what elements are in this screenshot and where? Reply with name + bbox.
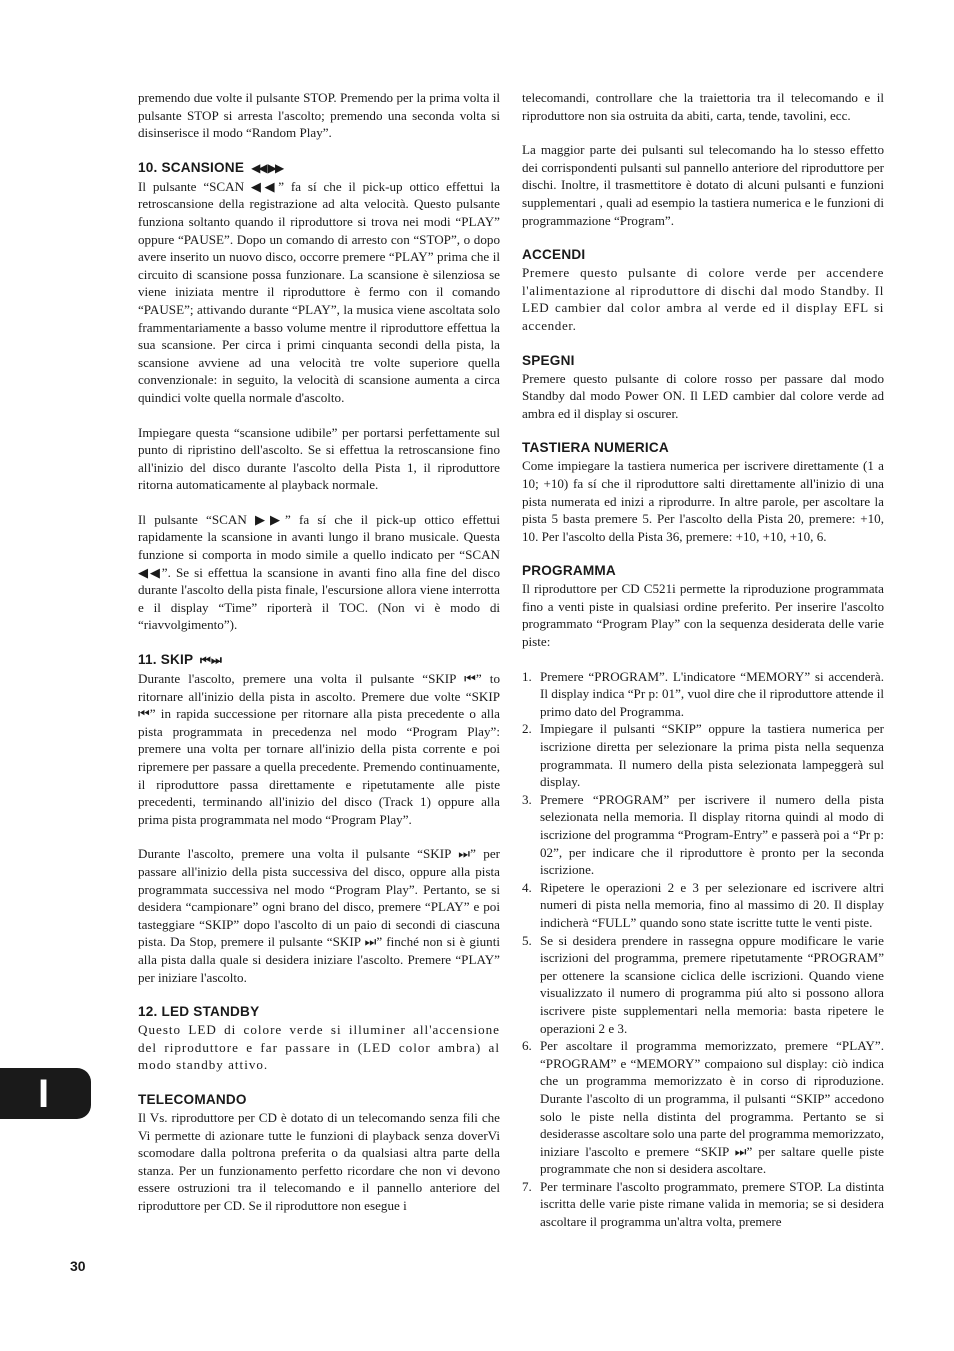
telecomando-continued: telecomandi, controllare che la traiettoria tra il telecomando e il riproduttore non sia ostruita da abiti, carta, tende, tavolini, ecc.: [522, 90, 884, 123]
list-item: 4. Ripetere le operazioni 2 e 3 per selezionare ed iscrivere altri numeri di pista nella memoria, fino al massimo di 20. Il display indicherà “FULL” quando sono state iscritte tutte le venti piste.: [522, 879, 884, 930]
list-item: 7. Per terminare l'ascolto programmato, premere STOP. La distinta iscritta delle varie piste rimane valida in memoria; se si desidera ascoltare il programma un'altra volta, premere: [522, 1178, 884, 1230]
accendi-paragraph: Premere questo pulsante di colore verde per accendere l'alimentazione al riproduttore di dischi dal modo Standby. Il LED cambier dal color ambra al verde ed il display EFL si accender.: [522, 265, 884, 333]
pulsanti-paragraph: La maggior parte dei pulsanti sul telecomando ha lo stesso effetto dei corrispondenti pulsanti sul pannello anteriore del riproduttore per dischi. Inoltre, il trasmettitore è dotato di alcuni pulsanti e funzioni supplementari , quali ad esempio la tastiera numerica e le funzioni di programmazione “Program”.: [522, 142, 884, 228]
section-heading-tastiera: TASTIERA NUMERICA: [522, 440, 669, 456]
scansione-paragraph-3: Il pulsante “SCAN ▶▶” fa sí che il pick-up ottico effettui rapidamente la scansione in avanti lungo il brano musicale. Questa funzione si comporta in modo simile a quello indicato per “SCAN ◀◀”. Se si effettua la scansione in avanti fino alla fine del disco durante l'ascolto della pista finale, l'escursione allora viene interrotta e il display “Time” riporterà il TOC. (Non vi è modo di “riavvolgimento”).: [138, 511, 500, 633]
page-number: 30: [70, 1258, 86, 1274]
list-item: 5. Se si desidera prendere in rassegna oppure modificare le varie iscrizioni del programma, premere ripetutamente “PROGRAM” per ottenere la scansione ciclica delle iscrizioni. Quando viene visualizzato il numero di programma piú alto si possono allora iscrivere piste supplementari nella memoria: basta ripetere le operazioni 2 e 3.: [522, 932, 884, 1036]
section-heading-skip: 11. SKIP ⏮ ⏭: [138, 652, 220, 668]
list-item: 2. Impiegare il pulsanti “SKIP” oppure la tastiera numerica per iscrizione diretta per selezionare la prima pista nella sequenza programmata. Il numero della pista selezionata lampeggerà sul display.: [522, 721, 884, 790]
scansione-paragraph-2: Impiegare questa “scansione udibile” per portarsi perfettamente sul punto di ripristino dell'ascolto. Se si effettua la retroscansione fino all'inizio del disco durante l'ascolto della Pista 1, il riproduttore ritorna automaticamente al playback normale.: [138, 424, 500, 493]
section-heading-scansione: 10. SCANSIONE ◀◀ ▶▶: [138, 159, 283, 175]
tastiera-paragraph: Come impiegare la tastiera numerica per iscrivere direttamente (1 a 10; +10) fa sí che il riproduttore salti direttamente all'inizio di una pista numerata ed inizi a riprodurre. In altre parole, per ascoltare la pista 5 basta premere 5. Per l'ascolto della Pista 20, premere: +10, 10. Per l'ascolto della Pista 36, premere: +10, +10, +10, 6.: [522, 458, 884, 544]
left-column: [138, 89, 500, 1214]
section-heading-programma: PROGRAMMA: [522, 563, 616, 579]
programma-paragraph: Il riproduttore per CD C521i permette la riproduzione programmata fino a venti piste in qualsiasi ordine preferito. Per inserire l'ascolto programmato “Program Play” con la sequenza desiderata delle varie piste:: [522, 581, 884, 650]
section-heading-telecomando: TELECOMANDO: [138, 1091, 247, 1107]
skip-paragraph-1: Durante l'ascolto, premere una volta il pulsante “SKIP ⏮” to ritornare all'inizio della pista in ascolto. Premere due volte “SKIP ⏮” in rapida successione per ritornare alla pista precedente o alla pista programmata in precedenza nel modo “Program Play”: premere una volta per tornare all'inizio della pista corrente e poi ripremere per passare a quella precedente. Premendo continuamente, il riproduttore passa direttamente e ripetutamente alle piste precedenti, terminando all'inizio del disco (Track 1) oppure alla prima pista programmata nel modo “Program Play”.: [138, 671, 500, 827]
list-item: 1. Premere “PROGRAM”. L'indicatore “MEMORY” si accenderà. Il display indica “Pr p: 01”, vuol dire che il riproduttore attende il primo dato del Programma.: [522, 668, 884, 719]
telecomando-paragraph: Il Vs. riproduttore per CD è dotato di un telecomando senza fili che Vi permette di azionare tutte le funzioni di playback senza doverVi scomodare dalla poltrona preferita o da qualsiasi altra parte della stanza. Per un funzionamento perfetto ricordare che non vi devono essere ostruzioni tra il telecomando e il pannello anteriore del riproduttore per CD. Se il riproduttore non esegue i: [138, 1109, 500, 1213]
section-heading-accendi: ACCENDI: [522, 247, 586, 263]
intro-paragraph: premendo due volte il pulsante STOP. Premendo per la prima volta il pulsante STOP si arresta l'ascolto; premendo una seconda volta si disinserisce il modo “Random Play”.: [138, 90, 500, 141]
section-heading-led: 12. LED STANDBY: [138, 1004, 260, 1020]
list-item: 3. Premere “PROGRAM” per iscrivere il numero della pista selezionata nella memoria. Il display ritorna quindi al modo di iscrizione del programma “Program-Entry” e passerà poi a “Pr p: 02”, per indicare che il riproduttore è pronto per la seconda iscrizione.: [522, 791, 884, 878]
spegni-paragraph: Premere questo pulsante di colore rosso per passare dal modo Standby dal modo Power ON. Il LED cambier dal colore verde ad ambra ed il display si oscurer.: [522, 370, 884, 421]
scan-icons: ◀◀ ▶▶: [251, 160, 283, 175]
language-tab: [0, 1068, 91, 1119]
list-item: 6. Per ascoltare il programma memorizzato, premere “PLAY”. “PROGRAM” e “MEMORY” compaiono sul display: ciò indica che un programma memorizzato è in corso di riproduzione. Durante l'ascolto di un programma, il pulsanti “SKIP” accedono solo le piste nella distinta del programma. Pertanto se si desiderasse ascoltare solo una parte del programma memorizzato, iniziare l'ascolto e premere “SKIP ⏭” per saltare quelle piste programmate che non si desidera ascoltare.: [522, 1038, 884, 1177]
led-paragraph: Questo LED di colore verde si illuminer all'accensione del riproduttore e far passare in (LED color ambra) al modo standby attivo.: [138, 1022, 500, 1073]
skip-icons: ⏮ ⏭: [200, 653, 220, 668]
scansione-paragraph-1: Il pulsante “SCAN ◀◀” fa sí che il pick-up ottico effettui la retroscansione della registrazione ad alta velocità. Questo pulsante funziona soltanto quando il riproduttore si trova nei modi “PLAY” oppure “PAUSE”. Dopo un comando di arresto con “STOP”, o dopo avere inserito un nuovo disco, occorre premere “PLAY” prima che il circuito di scansione possa funzionare. La scansione è silenziosa se viene iniziata mentre il riproduttore è fermo con il comando “PAUSE”; attivando durante “PLAY”, la musica viene ascoltata solo frammentariamente a basso volume mentre il riproduttore effettua la sua scansione. Per circa i primi cinquanta secondi della pista, la scansione avviene ad una velocità tre volte superiore quella convenzionale: in seguito, la velocità di scansione aumenta a circa quindici volte quella normale d'ascolto.: [138, 178, 500, 405]
language-tab-label: I: [38, 1072, 50, 1116]
right-column: [522, 89, 884, 1231]
section-heading-spegni: SPEGNI: [522, 352, 575, 368]
programma-steps-list: [522, 668, 884, 1231]
skip-paragraph-2: Durante l'ascolto, premere una volta il pulsante “SKIP ⏭” per passare all'inizio della pista successiva del disco, oppure alla pista programmata successiva nel modo “Program Play”. Pertanto, se si desidera “campionare” ogni brano del disco, premere “PLAY” e poi tasteggiare “SKIP” dopo l'ascolto di un paio di secondi di ciascuna pista. Da Stop, premere il pulsante “SKIP ⏭” finché non si è giunti alla pista dalla quale si desidera iniziare l'ascolto. Premere “PLAY” per iniziare l'ascolto.: [138, 846, 500, 985]
